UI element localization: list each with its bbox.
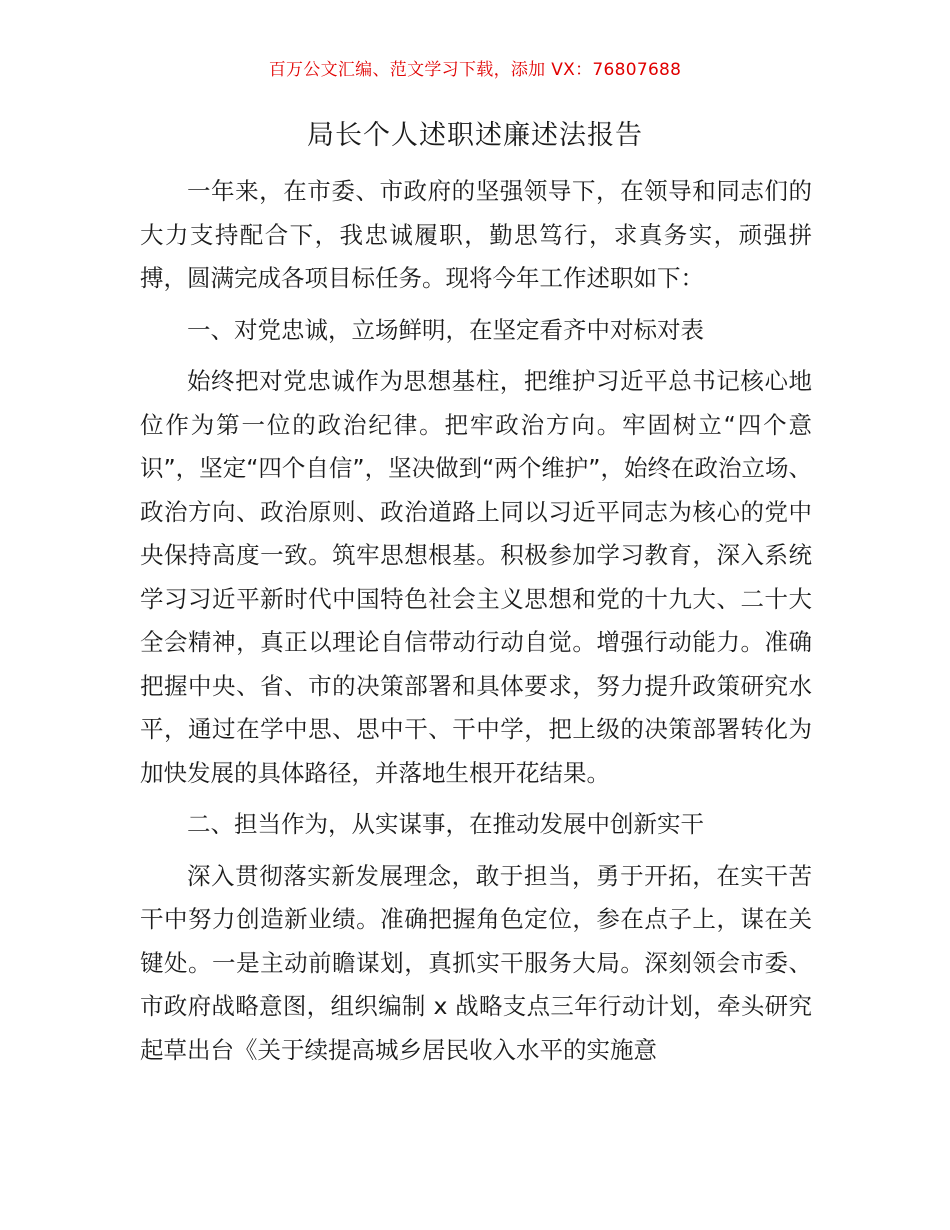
intro-paragraph: 一年来，在市委、市政府的坚强领导下，在领导和同志们的大力支持配合下，我忠诚履职，勤思笃行，求真务实，顽强拼搏，圆满完成各项目标任务。现将今年工作述职如下： bbox=[140, 177, 812, 292]
section-1-paragraph: 始终把对党忠诚作为思想基柱，把维护习近平总书记核心地位作为第一位的政治纪律。把牢政治方向。牢固树立“四个意识”，坚定“四个自信”，坚决做到“两个维护”，始终在政治立场、政治方向、政治原则、政治道路上同以习近平同志为核心的党中央保持高度一致。筑牢思想根基。积极参加学习教育，深入系统学习习近平新时代中国特色社会主义思想和党的十九大、二十大全会精神，真正以理论自信带动行动自觉。增强行动能力。准确把握中央、省、市的决策部署和具体要求，努力提升政策研究水平，通过在学中思、思中干、干中学，把上级的决策部署转化为加快发展的具体路径，并落地生根开花结果。 bbox=[140, 367, 812, 787]
document-title: 局长个人述职述廉述法报告 bbox=[307, 120, 643, 151]
section-heading-2: 二、担当作为，从实谋事，在推动发展中创新实干 bbox=[187, 810, 704, 838]
document-body bbox=[140, 170, 812, 1072]
watermark-notice: 百万公文汇编、范文学习下载，添加 VX：76807688 bbox=[268, 60, 682, 80]
section-2-paragraph: 深入贯彻落实新发展理念，敢于担当，勇于开拓，在实干苦干中努力创造新业绩。准确把握角色定位，参在点子上，谋在关键处。一是主动前瞻谋划，真抓实干服务大局。深刻领会市委、市政府战略意图，组织编制 x 战略支点三年行动计划，牵头研究起草出台《关于续提高城乡居民收入水平的实施意 bbox=[140, 861, 812, 1064]
section-heading-1: 一、对党忠诚，立场鲜明，在坚定看齐中对标对表 bbox=[187, 315, 704, 344]
